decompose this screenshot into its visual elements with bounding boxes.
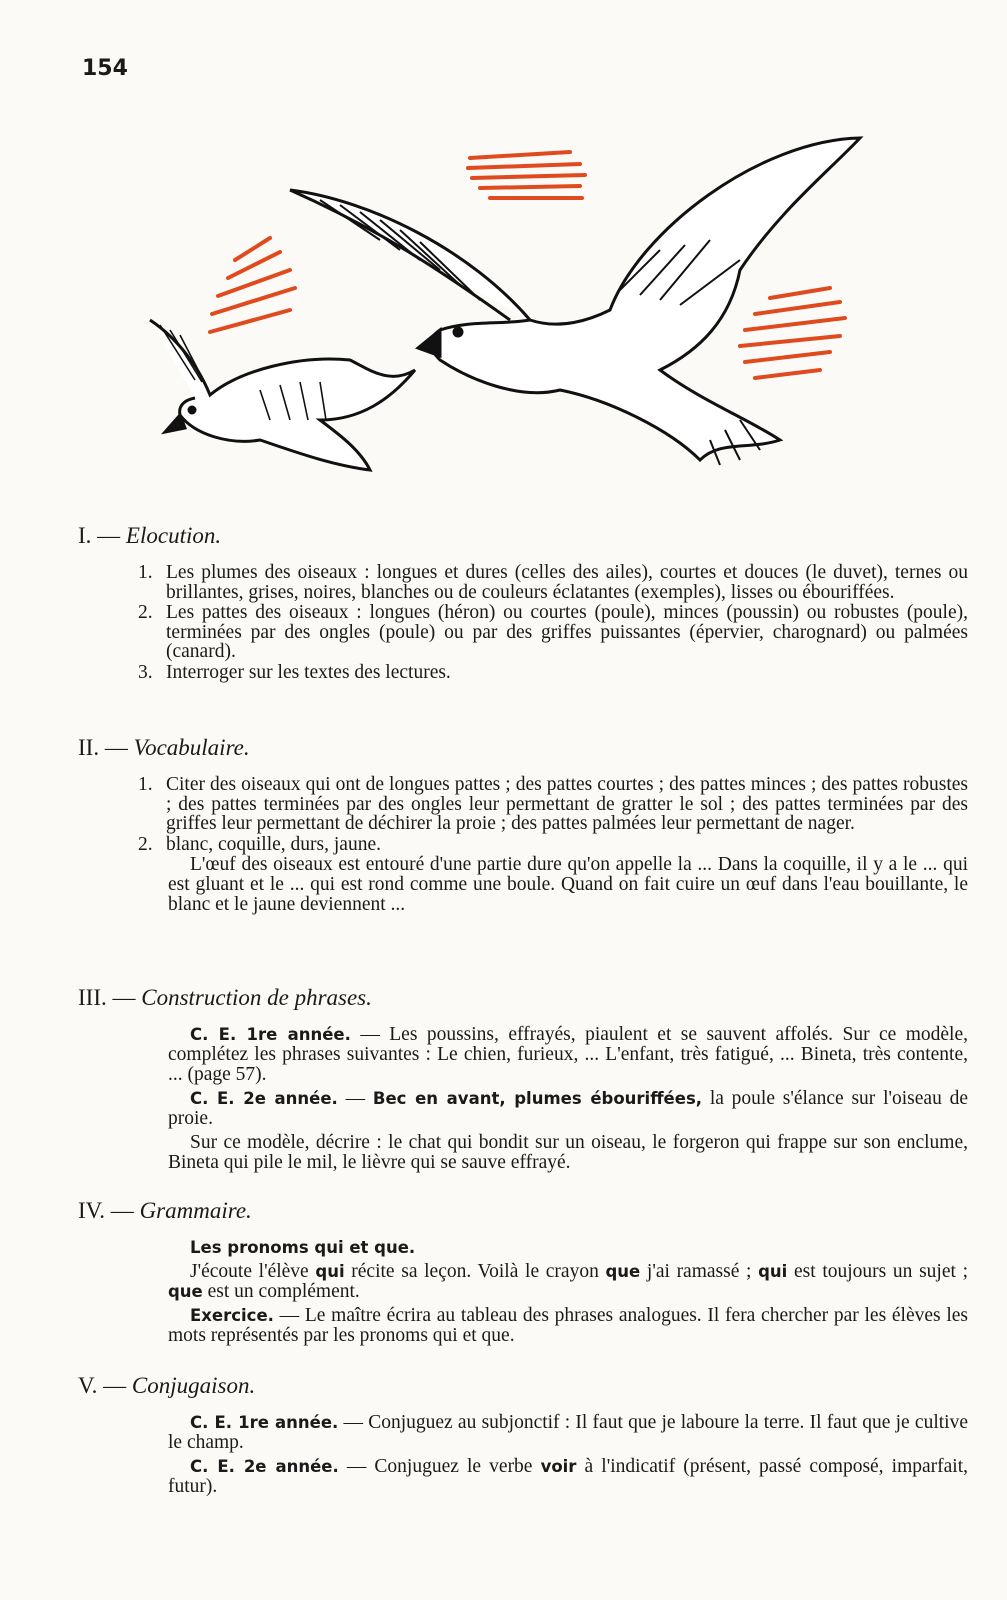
level-label: C. E. 2e année. bbox=[190, 1089, 338, 1108]
level-label: C. E. 2e année. bbox=[190, 1457, 339, 1476]
dash: — bbox=[337, 1088, 373, 1109]
section-title bbox=[78, 1198, 968, 1224]
text: J'écoute l'élève bbox=[190, 1261, 316, 1282]
paragraph-text: la poule s'élance sur l'oiseau de proie. bbox=[168, 1088, 968, 1129]
exercice-label: Exercice. bbox=[190, 1306, 274, 1325]
ce1-paragraph bbox=[78, 1025, 968, 1085]
level-label: C. E. 1re année. bbox=[190, 1413, 339, 1432]
paragraph-text: — Conjuguez au subjonctif : Il faut que je laboure la terre. Il faut que je cultive le champ. bbox=[168, 1412, 968, 1453]
list-item bbox=[78, 775, 968, 834]
section-numeral: II. — bbox=[78, 735, 128, 760]
keyword: voir bbox=[540, 1457, 577, 1476]
ce2-paragraph bbox=[78, 1089, 968, 1129]
exercice-paragraph bbox=[78, 1306, 968, 1346]
list-item bbox=[78, 563, 968, 602]
example-paragraph bbox=[78, 1262, 968, 1302]
section-name: Vocabulaire. bbox=[133, 735, 250, 760]
section-construction bbox=[78, 985, 968, 1177]
item-list bbox=[78, 775, 968, 854]
section-vocabulaire bbox=[78, 735, 968, 919]
model-phrase: Bec en avant, plumes ébouriffées, bbox=[372, 1089, 703, 1108]
keyword: qui bbox=[758, 1262, 788, 1281]
item-text: Les pattes des oiseaux : longues (héron) ou courtes (poule), minces (poussin) ou robustes (poule), terminées par des ongles (poule) ou par des griffes puissantes (épervier, charognard) ou palmées (canard). bbox=[166, 602, 968, 662]
paragraph-text: — Conjuguez le verbe bbox=[338, 1456, 541, 1477]
section-elocution bbox=[78, 523, 968, 683]
birds-illustration bbox=[140, 120, 920, 490]
text: est toujours un sujet ; bbox=[787, 1261, 968, 1282]
item-text: Interroger sur les textes des lectures. bbox=[166, 661, 451, 683]
section-numeral: I. — bbox=[78, 523, 121, 548]
paragraph-text: — Les poussins, effrayés, piaulent et se sauvent affolés. Sur ce modèle, complétez les phrases suivantes : Le chien, furieux, ... L'enfant, très fatigué, ... Bineta, très contente, ... (page 57). bbox=[168, 1024, 968, 1085]
text: est un complément. bbox=[202, 1281, 360, 1302]
subtitle-text: Les pronoms qui et que. bbox=[190, 1238, 416, 1257]
keyword: qui bbox=[315, 1262, 345, 1281]
section-conjugaison bbox=[78, 1373, 968, 1501]
section-numeral: IV. — bbox=[78, 1198, 134, 1223]
section-numeral: V. — bbox=[78, 1373, 127, 1398]
ce2-paragraph bbox=[78, 1457, 968, 1497]
page-number: 154 bbox=[82, 56, 128, 81]
item-list bbox=[78, 563, 968, 682]
list-item bbox=[78, 603, 968, 662]
section-title bbox=[78, 1373, 968, 1399]
item-text: blanc, coquille, durs, jaune. bbox=[166, 833, 381, 855]
level-label: C. E. 1re année. bbox=[190, 1025, 351, 1044]
item-number: 1. bbox=[138, 562, 153, 583]
item-number: 1. bbox=[138, 774, 153, 795]
list-item bbox=[78, 663, 968, 683]
section-name: Construction de phrases. bbox=[141, 985, 372, 1010]
section-title bbox=[78, 523, 968, 549]
section-name: Grammaire. bbox=[139, 1198, 252, 1223]
section-title bbox=[78, 985, 968, 1011]
section-grammaire bbox=[78, 1198, 968, 1350]
section-title bbox=[78, 735, 968, 761]
model-instruction: Sur ce modèle, décrire : le chat qui bondit sur un oiseau, le forgeron qui frappe sur son enclume, Bineta qui pile le mil, le lièvre qui se sauve effrayé. bbox=[168, 1132, 968, 1173]
ce1-paragraph bbox=[78, 1413, 968, 1453]
keyword: que bbox=[168, 1282, 203, 1301]
item-text: Citer des oiseaux qui ont de longues pattes ; des pattes courtes ; des pattes minces ; des pattes robustes ; des pattes terminées par des ongles leur permettant de gratter le sol ; des pattes terminées par des griffes leur permettant de déchirer la proie ; des pattes palmées leur permettant de nager. bbox=[166, 774, 968, 834]
item-number: 2. bbox=[138, 833, 153, 855]
item-text: Les plumes des oiseaux : longues et dures (celles des ailes), courtes et douces (le duvet), ternes ou brillantes, grises, noires, blanches ou de couleurs éclatantes (exemples), lisses ou ébouriffées. bbox=[166, 562, 968, 603]
section-numeral: III. — bbox=[78, 985, 136, 1010]
item-number: 3. bbox=[138, 661, 153, 683]
list-item bbox=[78, 835, 968, 855]
fill-in-exercise: L'œuf des oiseaux est entouré d'une partie dure qu'on appelle la ... Dans la coquille, il y a le ... qui est gluant et le ... qui est rond comme une boule. Quand on fait cuire un œuf dans l'eau bouillante, le blanc et le jaune deviennent ... bbox=[168, 854, 968, 915]
text: j'ai ramassé ; bbox=[640, 1261, 759, 1282]
lesson-subtitle bbox=[78, 1238, 968, 1258]
keyword: que bbox=[605, 1262, 641, 1281]
item-number: 2. bbox=[138, 602, 153, 623]
section-name: Conjugaison. bbox=[131, 1373, 256, 1398]
paragraph-text: à l'indicatif (présent, passé composé, imparfait, futur). bbox=[168, 1456, 968, 1497]
section-name: Elocution. bbox=[125, 523, 222, 548]
text: récite sa leçon. Voilà le crayon bbox=[344, 1261, 606, 1282]
paragraph-text: — Le maître écrira au tableau des phrases analogues. Il fera chercher par les élèves les mots représentés par les pronoms qui et que. bbox=[168, 1305, 968, 1346]
